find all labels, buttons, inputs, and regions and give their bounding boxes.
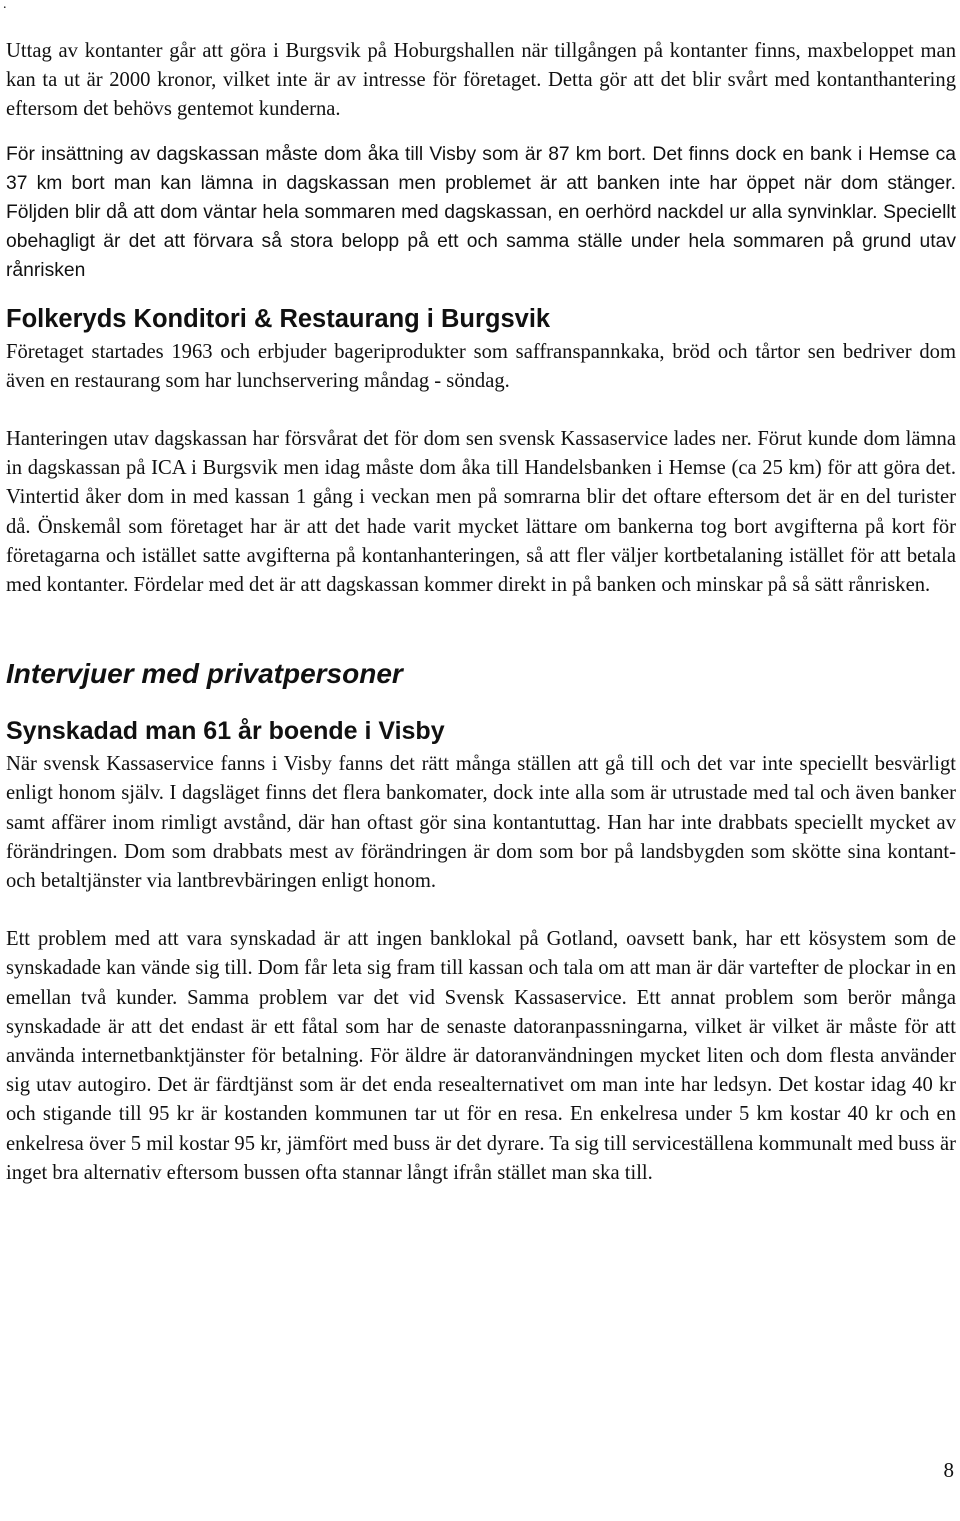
paragraph-deposit: För insättning av dagskassan måste dom åka till Visby som är 87 km bort. Det finns dock en bank i Hemse ca 37 km bort man kan lämna in dagskassan men problemet är att banken inte har öppet när dom stänger. Följden blir då att dom väntar hela sommaren med dagskassan, en oerhörd nackdel ur alla synvinklar. Speciellt obehagligt är det att förvara så stora belopp på ett och samma ställe under hela sommaren på grund utav rånrisken	[6, 143, 956, 282]
paragraph-folkeryds-handling: Hanteringen utav dagskassan har försvårat det för dom sen svensk Kassaservice lades ner. Förut kunde dom lämna in dagskassan på ICA i Burgsvik men idag måste dom åka till Handelsbanken i Hemse (ca 25 km) för att göra det. Vintertid åker dom in med kassan 1 gång i veckan men på somrarna blir det oftare eftersom det är en del turister då. Önskemål som företaget har är att det hade varit mycket lättare om bankerna tog bort avgifterna på kort för företagarna och istället satte avgifterna på kontanhanteringen, så att fler väljer kortbetalaning istället för att betala med kontanter. Fördelar med det är att dagskassan kommer direkt in på banken och minskar på så sätt rånrisken.	[6, 428, 956, 597]
paragraph-interview-1: När svensk Kassaservice fanns i Visby fanns det rätt många ställen att gå till och det var inte speciellt besvärligt enligt honom själv. I dagsläget finns det flera bankomater, dock inte alla som är utrustade med tal och även banker samt affärer inom rimligt avstånd, där han oftast gör sina kontantuttag. Han har inte drabbats speciellt mycket av förändringen. Dom som drabbats mest av förändringen är dom som bor på landsbygden som skötte sina kontant- och betaltjänster via lantbrevbäringen enligt honom.	[6, 753, 956, 893]
section-heading-interviews: Intervjuer med privatpersoner	[6, 658, 403, 690]
page-number: 8	[943, 1458, 954, 1482]
subheading-visually-impaired-man: Synskadad man 61 år boende i Visby	[6, 717, 445, 746]
paragraph-cash-withdrawal: Uttag av kontanter går att göra i Burgsvik på Hoburgshallen när tillgången på kontanter finns, maxbeloppet man kan ta ut är 2000 kronor, vilket inte är av intresse för företaget. Detta gör att det blir svårt med kontanthantering eftersom det behövs gentemot kunderna.	[6, 40, 956, 121]
page-top-dot: .	[3, 0, 7, 12]
section-heading-folkeryds: Folkeryds Konditori & Restaurang i Burgsvik	[6, 304, 551, 333]
document-body	[6, 37, 956, 1188]
paragraph-folkeryds-intro: Företaget startades 1963 och erbjuder bageriprodukter som saffranspannkaka, bröd och tårtor sen bedriver dom även en restaurang som har lunchservering måndag - söndag.	[6, 340, 956, 392]
paragraph-interview-2: Ett problem med att vara synskadad är att ingen banklokal på Gotland, oavsett bank, har ett kösystem som de synskadade kan vände sig till. Dom får leta sig fram till kassan och tala om att man är där vartefter de plockar in en emellan två kunder. Samma problem var det vid Svensk Kassaservice. Ett annat problem som berör många synskadade är att det endast är ett fåtal som har de senaste datoranpassningarna, vilket är vilket är måste för att använda internetbanktjänster för betalning. För äldre är datoranvändningen mycket liten och dom flesta använder sig utav autogiro. Det är färdtjänst som är det enda resealternativet om man inte har ledsyn. Det kostar idag 40 kr och stigande till 95 kr är kostanden kommunen tar ut för en resa. En enkelresa under 5 km kostar 40 kr och en enkelresa över 5 mil kostar 95 kr, jämfört med buss är det dyrare. Ta sig till serviceställena kommunalt med buss är inget bra alternativ eftersom bussen ofta stannar långt ifrån stället man ska till.	[6, 928, 956, 1184]
